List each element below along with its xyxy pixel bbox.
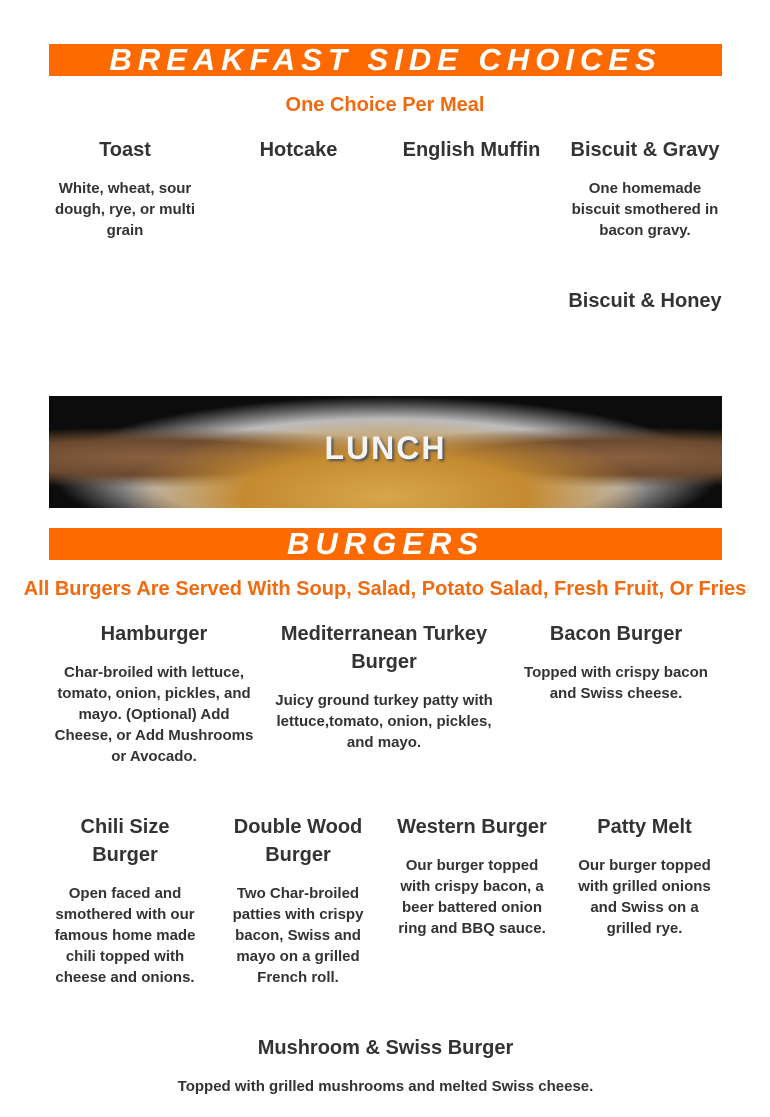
item-name: English Muffin <box>402 139 541 161</box>
lunch-banner-label: LUNCH <box>324 430 447 466</box>
menu-item <box>49 620 259 767</box>
item-desc: Topped with grilled mushrooms and melted Swiss cheese. <box>177 1078 594 1095</box>
item-desc: Our burger topped with crispy bacon, a beer battered onion ring and BBQ sauce. <box>398 857 546 937</box>
item-name: Patty Melt <box>597 816 692 838</box>
item-desc: Juicy ground turkey patty with lettuce,tomato, onion, pickles, and mayo. <box>275 692 493 751</box>
item-name: Double Wood Burger <box>233 816 363 866</box>
item-name: Mediterranean Turkey Burger <box>280 623 488 673</box>
menu-item <box>49 1034 722 1097</box>
item-name: Hamburger <box>100 623 208 645</box>
item-desc: White, wheat, sour dough, rye, or multi grain <box>54 180 195 239</box>
item-name: Toast <box>99 139 151 161</box>
breakfast-sides-heading: BREAKFAST SIDE CHOICES <box>49 44 722 76</box>
item-desc: One homemade biscuit smothered in bacon gravy. <box>571 180 719 239</box>
menu-item <box>558 287 732 315</box>
item-name: Biscuit & Honey <box>568 290 722 312</box>
menu-item <box>228 813 368 988</box>
lunch-banner-image <box>49 396 722 508</box>
menu-item <box>568 136 722 241</box>
breakfast-sides-subtitle: One Choice Per Meal <box>285 94 485 116</box>
item-name: Mushroom & Swiss Burger <box>257 1037 514 1059</box>
item-desc: Char-broiled with lettuce, tomato, onion, pickles, and mayo. (Optional) Add Cheese, or Add Mushrooms or Avocado. <box>54 664 254 765</box>
item-desc: Our burger topped with grilled onions and Swiss on a grilled rye. <box>578 857 711 937</box>
menu-item <box>274 620 494 753</box>
item-name: Hotcake <box>259 139 338 161</box>
item-name: Bacon Burger <box>549 623 683 645</box>
item-desc: Two Char-broiled patties with crispy bacon, Swiss and mayo on a grilled French roll. <box>232 885 364 986</box>
burgers-heading: BURGERS <box>49 528 722 560</box>
menu-item <box>212 136 385 164</box>
menu-item <box>49 136 201 241</box>
item-name: Biscuit & Gravy <box>570 139 720 161</box>
menu-item <box>510 620 722 704</box>
item-desc: Open faced and smothered with our famous home made chili topped with cheese and onions. <box>54 885 196 986</box>
menu-item <box>385 136 558 164</box>
burgers-subtitle: All Burgers Are Served With Soup, Salad, Potato Salad, Fresh Fruit, Or Fries <box>23 578 747 600</box>
menu-item <box>572 813 717 939</box>
menu-item <box>394 813 550 939</box>
item-name: Western Burger <box>397 816 547 838</box>
item-desc: Topped with crispy bacon and Swiss cheese. <box>524 664 708 702</box>
item-name: Chili Size Burger <box>80 816 170 866</box>
menu-item <box>49 813 201 988</box>
